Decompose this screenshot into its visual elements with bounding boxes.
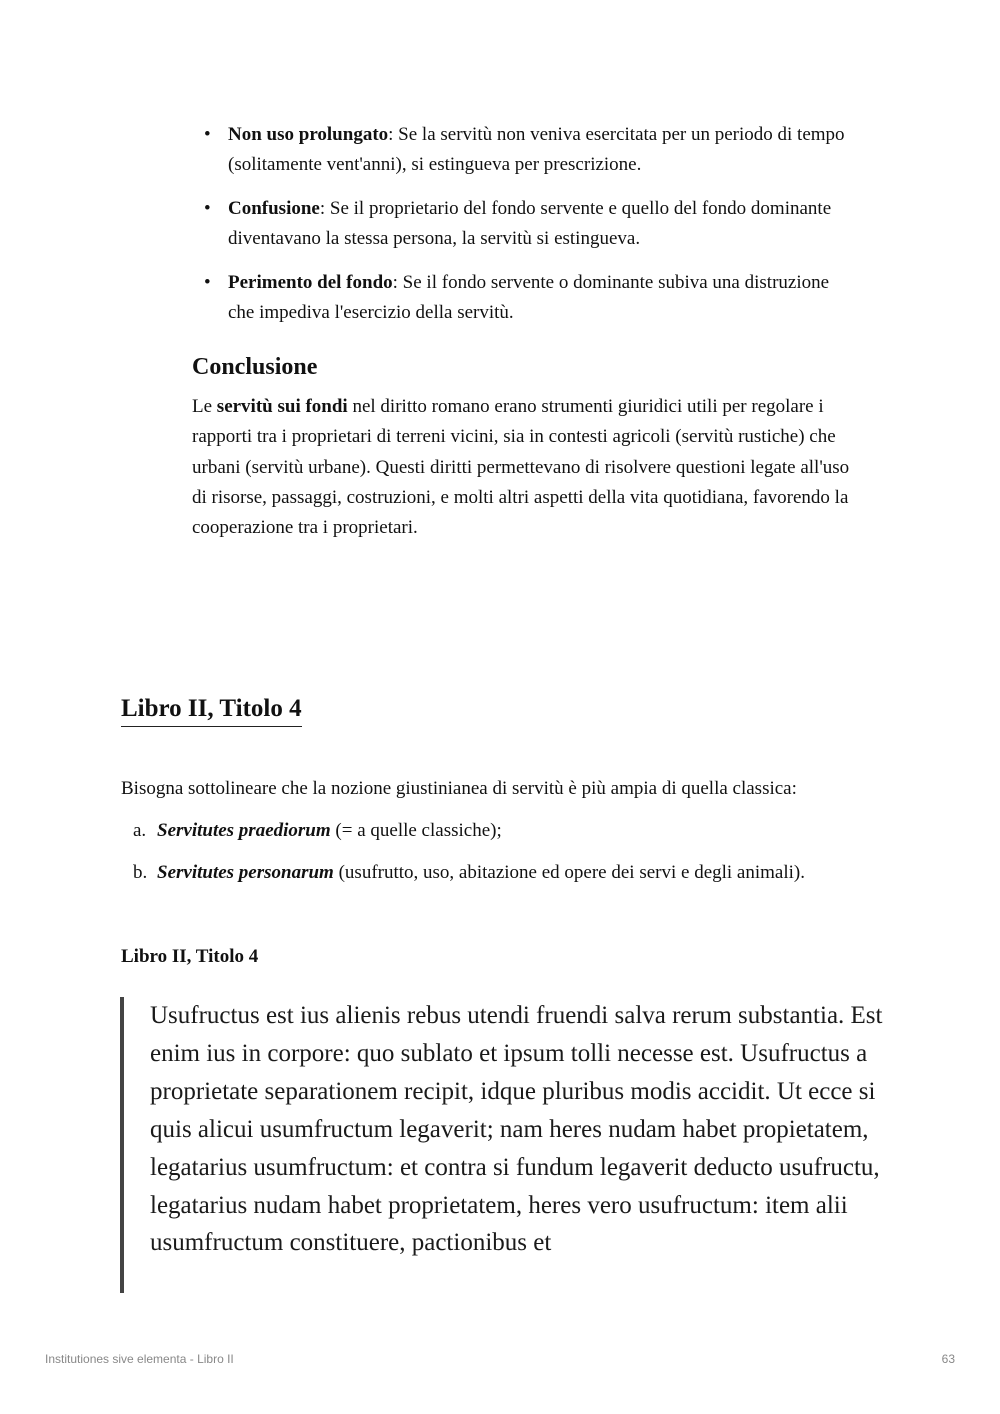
list-item-text: : Se il proprietario del fondo servente e quello del fondo dominante diventavano la stessa persona, la servitù si estingueva. (228, 198, 832, 249)
conclusion-bold-term: servitù sui fondi (216, 396, 348, 417)
conclusion-paragraph (192, 392, 862, 543)
subsection-heading: Libro II, Titolo 4 (121, 946, 259, 967)
list-item-text: (= a quelle classiche); (330, 820, 502, 841)
list-item (192, 268, 852, 328)
conclusion-lead: Le (192, 396, 217, 417)
list-item-term: Non uso prolungato (228, 124, 389, 145)
list-item-text: : Se la servitù non veniva esercitata per un periodo di tempo (solitamente vent'anni), si estingueva per prescrizione. (228, 124, 845, 175)
list-item-text: (usufrutto, uso, abitazione ed opere dei servi e degli animali). (333, 862, 805, 883)
list-item-term: Perimento del fondo (228, 272, 393, 293)
list-item (192, 194, 852, 254)
list-item-term: Servitutes praediorum (157, 820, 331, 841)
footer-document-title: Institutiones sive elementa - Libro II (45, 1352, 234, 1366)
list-marker: a. (133, 820, 147, 841)
list-item-term: Confusione (228, 198, 320, 219)
conclusion-body: nel diritto romano erano strumenti giuridici utili per regolare i rapporti tra i proprietari di terreni vicini, sia in contesti agricoli (servitù rustiche) che urbani (servitù urbane). Questi diritti permettevano di risolvere questioni legate all'uso di risorse, passaggi, costruzioni, e molti altri aspetti della vita quotidiana, favorendo la cooperazione tra i proprietari. (192, 396, 850, 539)
list-item (121, 858, 921, 888)
extinction-causes-list (192, 120, 852, 342)
list-item-text: : Se il fondo servente o dominante subiva una distruzione che impediva l'esercizio della servitù. (228, 272, 830, 323)
footer-page-number: 63 (941, 1352, 955, 1366)
section-intro: Bisogna sottolineare che la nozione giustinianea di servitù è più ampia di quella classica: (121, 778, 797, 799)
section-heading: Libro II, Titolo 4 (121, 693, 302, 727)
blockquote-text: Usufructus est ius alienis rebus utendi fruendi salva rerum substantia. Est enim ius in corpore: quo sublato et ipsum tolli necesse est. Usufructus a proprietate separationem recipit, idque pluribus modis accidit. Ut ecce si quis alicui usumfructum legaverit; nam heres nudam habet propietatem, legatarius usumfructum: et contra si fundum legaverit deducto usufructu, legatarius nudam habet proprietatem, heres vero usufructum: item alii usumfructum constituere, pactionibus et (150, 1002, 883, 1257)
latin-blockquote (120, 997, 884, 1293)
list-item (192, 120, 852, 180)
list-item (121, 816, 921, 846)
servitutes-list (121, 816, 921, 900)
list-item-term: Servitutes personarum (157, 862, 334, 883)
conclusion-heading: Conclusione (192, 354, 318, 380)
list-marker: b. (133, 862, 148, 883)
